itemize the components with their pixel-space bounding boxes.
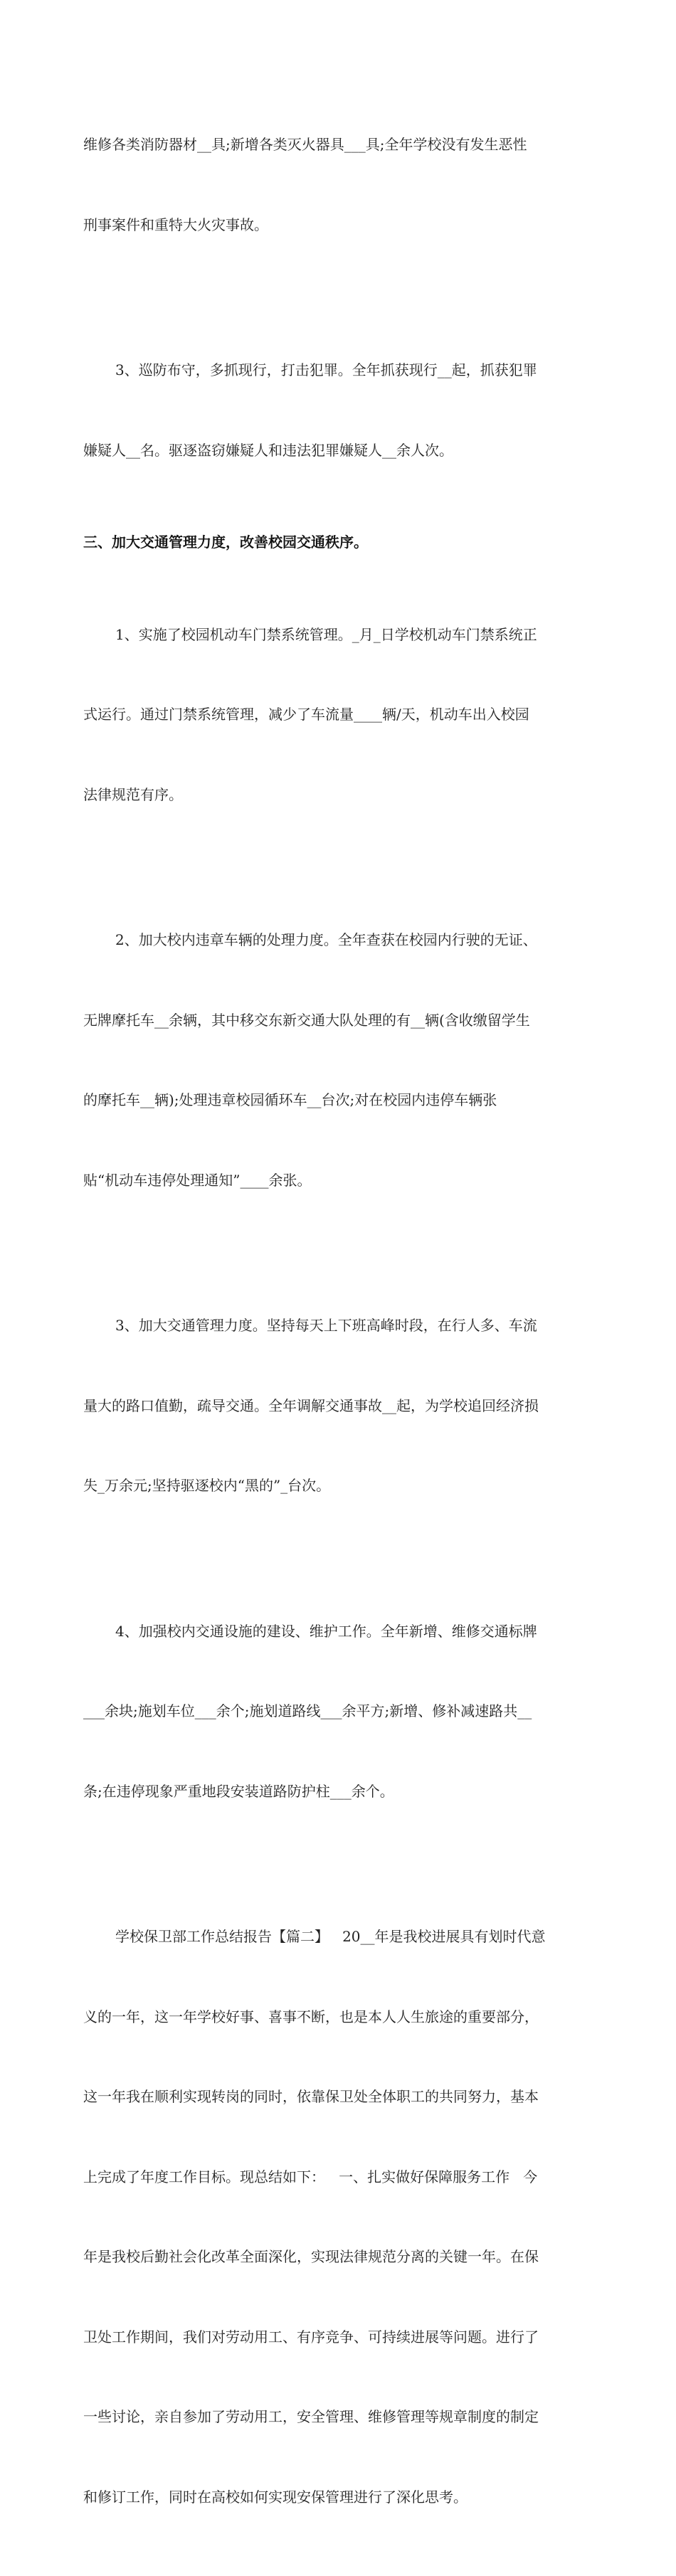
- text-line: 上完成了年度工作目标。现总结如下： 一、扎实做好保障服务工作 今: [83, 2168, 538, 2185]
- text-line: 法律规范有序。: [83, 785, 183, 803]
- paragraph-violation-handling: [83, 874, 594, 1247]
- text-line: 的摩托车__辆);处理违章校园循环车__台次;对在校园内违停车辆张: [83, 1091, 497, 1108]
- paragraph-fire-equipment: [83, 78, 594, 292]
- text-line: 刑事案件和重特大火灾事故。: [83, 216, 268, 233]
- text-line: 贴“机动车违停处理通知”____余张。: [83, 1171, 312, 1189]
- text-line: 义的一年，这一年学校好事、喜事不断，也是本人人生旅途的重要部分，: [83, 2008, 539, 2025]
- text-line: 维修各类消防器材__具;新增各类灭火器具___具;全年学校没有发生恶性: [83, 136, 527, 153]
- paragraph-patrol: [83, 304, 594, 517]
- text-line: 式运行。通过门禁系统管理，减少了车流量____辆/天，机动车出入校园: [83, 706, 529, 723]
- text-line: 嫌疑人__名。驱逐盗窃嫌疑人和违法犯罪嫌疑人__余人次。: [83, 441, 453, 459]
- text-line: 4、加强校内交通设施的建设、维护工作。全年新增、维修交通标牌: [115, 1622, 537, 1640]
- text-line: 量大的路口值勤，疏导交通。全年调解交通事故__起，为学校追回经济损: [83, 1396, 539, 1414]
- text-line: 2、加大校内违章车辆的处理力度。全年查获在校园内行驶的无证、: [115, 931, 537, 948]
- text-line: 一些讨论，亲自参加了劳动用工，安全管理、维修管理等规章制度的制定: [83, 2408, 539, 2425]
- text-line: ___余块;施划车位___余个;施划道路线___余平方;新增、修补减速路共__: [83, 1702, 532, 1719]
- text-line: 失_万余元;坚持驱逐校内“黑的”_台次。: [83, 1477, 331, 1494]
- paragraph-traffic-duty: [83, 1259, 594, 1553]
- text-line: 和修订工作，同时在高校如何实现安保管理进行了深化思考。: [83, 2488, 468, 2506]
- text-line: 无牌摩托车__余辆，其中移交东新交通大队处理的有__辆(含收缴留学生: [83, 1011, 530, 1029]
- paragraph-report-part-two: [83, 1870, 594, 2564]
- section-heading-traffic: 三、加大交通管理力度，改善校园交通秩序。: [83, 534, 368, 551]
- text-line: 3、巡防布守，多抓现行，打击犯罪。全年抓获现行__起，抓获犯罪: [115, 361, 537, 378]
- text-line: 学校保卫部工作总结报告【篇二】 20__年是我校进展具有划时代意: [115, 1928, 546, 1945]
- paragraph-traffic-facilities: [83, 1565, 594, 1859]
- text-line: 条;在违停现象严重地段安装道路防护柱___余个。: [83, 1782, 394, 1800]
- text-line: 这一年我在顺利实现转岗的同时，依靠保卫处全体职工的共同努力，基本: [83, 2088, 539, 2105]
- document-body: [83, 78, 594, 2576]
- text-line: 3、加大交通管理力度。坚持每天上下班高峰时段，在行人多、车流: [115, 1317, 537, 1334]
- text-line: 1、实施了校园机动车门禁系统管理。_月_日学校机动车门禁系统正: [115, 625, 537, 643]
- text-line: 卫处工作期间，我们对劳动用工、有序竞争、可持续进展等问题。进行了: [83, 2328, 539, 2346]
- text-line: 年是我校后勤社会化改革全面深化，实现法律规范分离的关键一年。在保: [83, 2248, 539, 2265]
- paragraph-access-control: [83, 568, 594, 862]
